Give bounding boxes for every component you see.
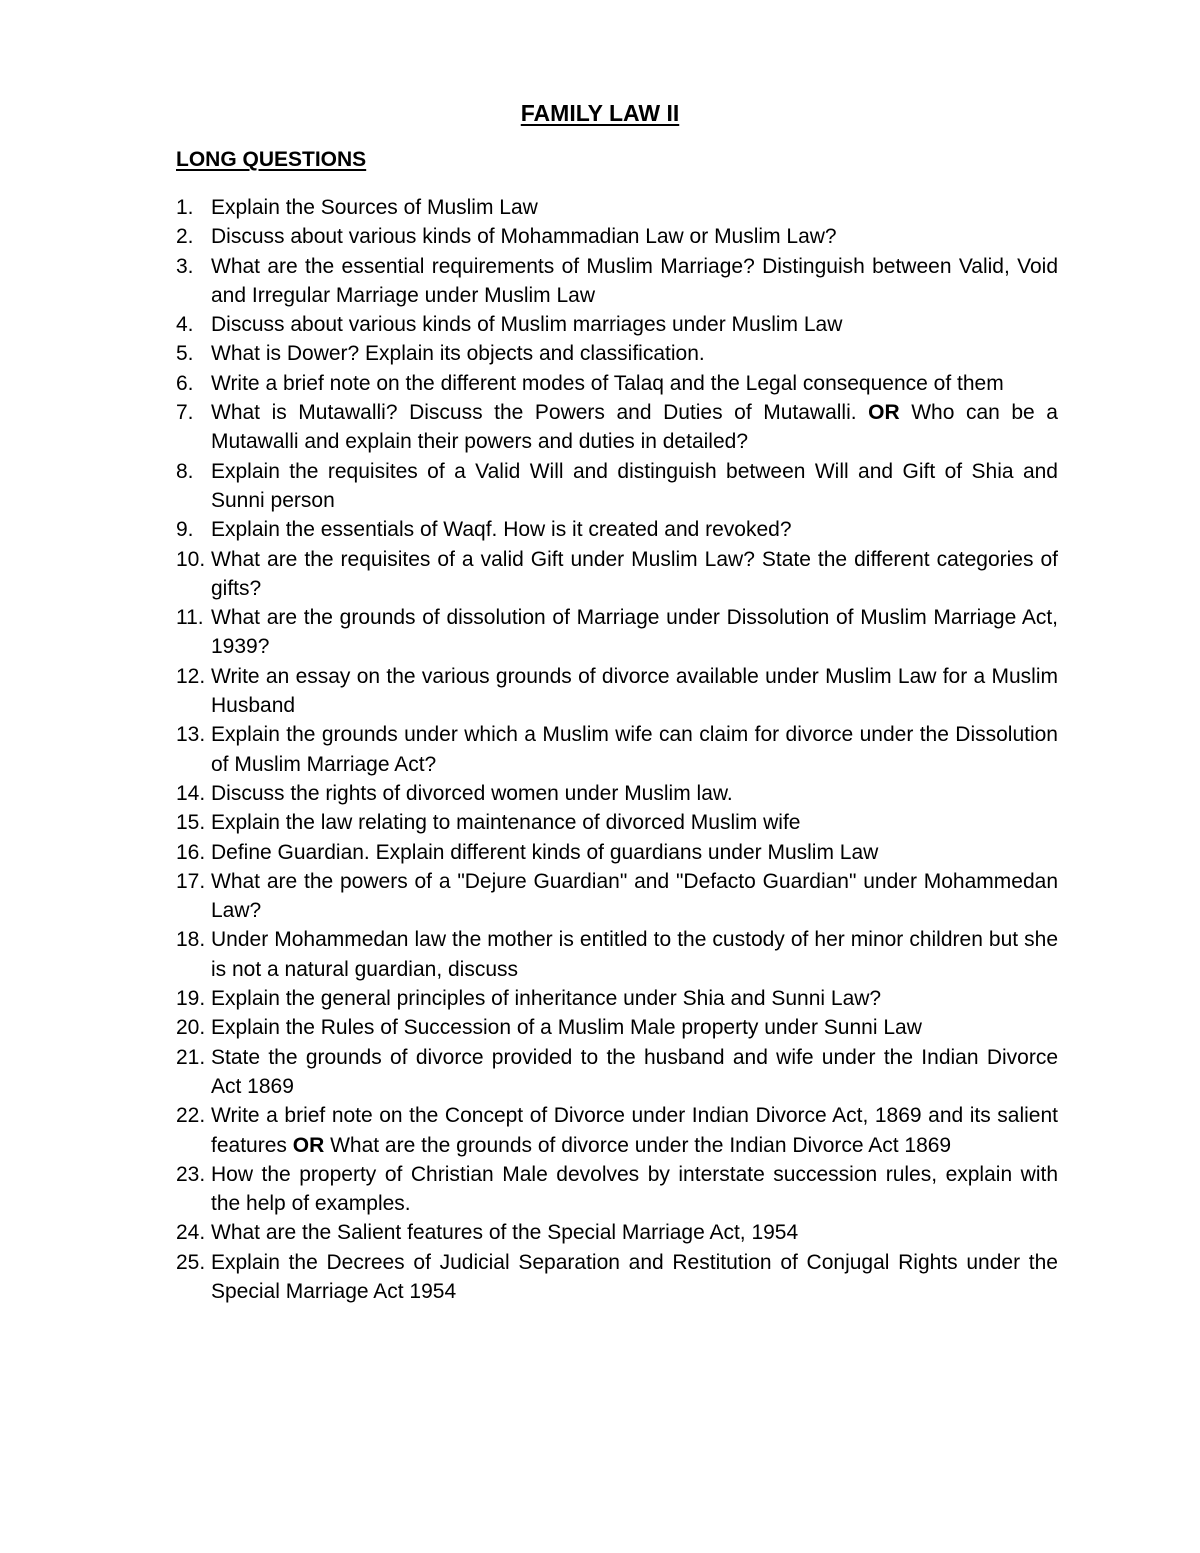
question-text-main: Explain the general principles of inheritance under Shia and Sunni Law? [211, 987, 882, 1011]
question-text [211, 811, 800, 834]
question-text [211, 518, 792, 541]
question-text [211, 460, 1058, 512]
question-item [176, 603, 1058, 662]
question-number: 2. [176, 225, 194, 249]
question-text [211, 606, 1058, 658]
question-item [176, 1218, 1058, 1247]
question-item [176, 808, 1058, 837]
question-number: 25. [176, 1250, 206, 1274]
question-item [176, 545, 1058, 604]
question-item [176, 1013, 1058, 1042]
question-number: 8. [176, 459, 194, 483]
question-list [176, 193, 1058, 1306]
question-item [176, 1043, 1058, 1102]
question-text-after: What are the grounds of divorce under the Indian Divorce Act 1869 [330, 1133, 952, 1157]
question-text [211, 841, 878, 864]
question-number: 5. [176, 342, 194, 366]
question-number: 4. [176, 313, 194, 337]
question-number: 3. [176, 254, 194, 278]
question-text [211, 928, 1058, 980]
question-number: 6. [176, 371, 194, 395]
question-text-main: Explain the Sources of Muslim Law [211, 196, 538, 219]
question-text [211, 1046, 1058, 1098]
question-item [176, 662, 1058, 721]
question-text [211, 1163, 1058, 1215]
question-text-main: Define Guardian. Explain different kinds of guardians under Muslim Law [211, 840, 879, 864]
question-number: 22. [176, 1104, 206, 1128]
question-text [211, 548, 1058, 600]
question-text-main: Discuss about various kinds of Mohammadian Law or Muslim Law? [211, 225, 837, 249]
question-item [176, 925, 1058, 984]
question-item [176, 310, 1058, 339]
question-text-main: Explain the Decrees of Judicial Separation and Restitution of Conjugal Rights under the Special Marriage Act 1954 [211, 1250, 1058, 1303]
question-text [211, 196, 538, 219]
question-item [176, 1101, 1058, 1160]
question-text-main: Under Mohammedan law the mother is entitled to the custody of her minor children but she is not a natural guardian, discuss [211, 928, 1058, 981]
question-text-main: Write an essay on the various grounds of divorce available under Muslim Law for a Muslim Husband [211, 664, 1058, 718]
question-number: 15. [176, 811, 206, 835]
document-title: FAMILY LAW II [520, 100, 680, 126]
question-number: 13. [176, 723, 206, 747]
question-number: 16. [176, 840, 206, 864]
question-or-keyword: OR [292, 1133, 325, 1157]
question-text-main: Write a brief note on the Concept of Divorce under Indian Divorce Act, 1869 and its salient features [211, 1104, 1058, 1157]
question-number: 1. [176, 196, 194, 219]
question-text-main: Discuss the rights of divorced women under Muslim law. [211, 781, 733, 805]
question-number: 19. [176, 987, 206, 1011]
question-number: 12. [176, 664, 206, 688]
question-item [176, 369, 1058, 398]
question-item [176, 779, 1058, 808]
question-text-main: How the property of Christian Male devolves by interstate succession rules, explain with the help of examples. [211, 1162, 1058, 1216]
question-item [176, 339, 1058, 368]
question-item [176, 252, 1058, 311]
question-text-main: Explain the requisites of a Valid Will and distinguish between Will and Gift of Shia and Sunni person [211, 459, 1058, 512]
question-text [211, 1016, 922, 1039]
question-number: 23. [176, 1162, 206, 1186]
question-text [211, 372, 1004, 395]
question-number: 9. [176, 518, 194, 542]
question-text-main: What are the essential requirements of Muslim Marriage? Distinguish between Valid, Void and Irregular Marriage under Muslim Law [211, 254, 1058, 307]
question-item [176, 838, 1058, 867]
question-text-main: What is Dower? Explain its objects and classification. [211, 342, 705, 366]
question-item [176, 984, 1058, 1013]
question-number: 7. [176, 401, 194, 425]
question-or-keyword: OR [868, 401, 900, 425]
question-text [211, 401, 1058, 453]
question-text [211, 342, 705, 365]
question-number: 14. [176, 781, 206, 805]
question-text-main: State the grounds of divorce provided to the husband and wife under the Indian Divorce Act 1869 [211, 1045, 1058, 1098]
question-text-main: Write a brief note on the different modes of Talaq and the Legal consequence of them [211, 371, 1004, 395]
question-number: 11. [176, 606, 204, 630]
question-item [176, 457, 1058, 516]
question-number: 18. [176, 928, 206, 952]
question-text-main: Explain the grounds under which a Muslim wife can claim for divorce under the Dissolution of Muslim Marriage Act? [211, 723, 1058, 776]
question-number: 20. [176, 1016, 206, 1040]
question-text [211, 987, 881, 1010]
question-text [211, 1251, 1058, 1303]
question-text-main: Explain the essentials of Waqf. How is it created and revoked? [211, 518, 792, 542]
question-text-after: Who can be a Mutawalli and explain their powers and duties in detailed? [211, 401, 1058, 454]
question-item [176, 720, 1058, 779]
question-text-main: What are the Salient features of the Special Marriage Act, 1954 [211, 1221, 799, 1245]
question-number: 10. [176, 547, 206, 571]
question-text [211, 870, 1058, 922]
question-text [211, 723, 1058, 775]
question-text-main: Discuss about various kinds of Muslim marriages under Muslim Law [211, 313, 843, 337]
question-item [176, 193, 1058, 222]
question-number: 21. [176, 1045, 206, 1069]
question-item [176, 222, 1058, 251]
question-text [211, 665, 1058, 717]
question-text-main: What are the requisites of a valid Gift under Muslim Law? State the different categories of gifts? [211, 547, 1058, 600]
question-text [211, 782, 733, 805]
question-item [176, 1248, 1058, 1307]
question-text [211, 225, 837, 248]
question-number: 17. [176, 869, 206, 893]
question-text [211, 1221, 798, 1244]
section-heading: LONG QUESTIONS [176, 148, 367, 171]
question-item [176, 1160, 1058, 1219]
question-number: 24. [176, 1221, 206, 1245]
question-text-main: What are the grounds of dissolution of Marriage under Dissolution of Muslim Marriage Act, 1939? [211, 606, 1058, 659]
question-text-main: Explain the law relating to maintenance of divorced Muslim wife [211, 811, 801, 835]
question-item [176, 867, 1058, 926]
question-text [211, 255, 1058, 307]
question-text-main: What are the powers of a "Dejure Guardian" and "Defacto Guardian" under Mohammedan Law? [211, 869, 1058, 923]
question-item [176, 398, 1058, 457]
question-text-main: Explain the Rules of Succession of a Muslim Male property under Sunni Law [211, 1016, 922, 1040]
question-text [211, 313, 842, 336]
question-text [211, 1104, 1058, 1156]
question-item [176, 515, 1058, 544]
question-text-main: What is Mutawalli? Discuss the Powers and Duties of Mutawalli. [211, 401, 857, 425]
